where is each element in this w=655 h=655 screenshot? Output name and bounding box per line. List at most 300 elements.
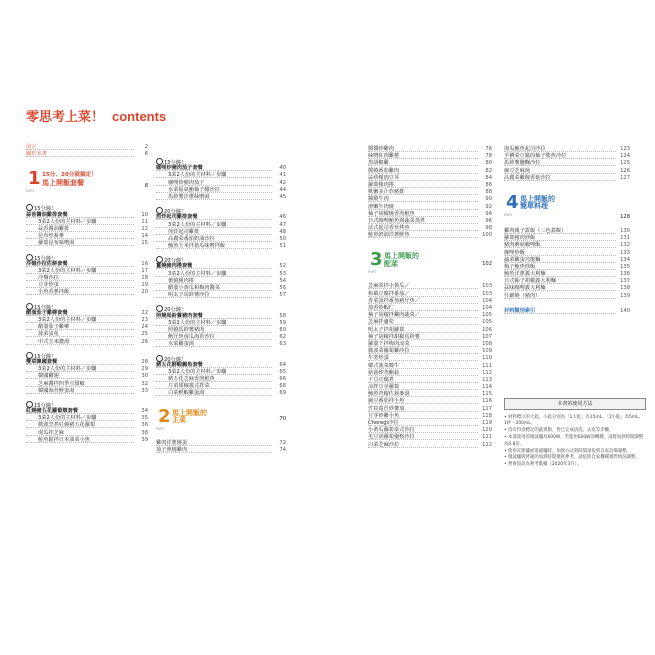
toc-entry-page: 35 xyxy=(141,415,148,422)
part-label: PART xyxy=(368,270,377,275)
recipe-entry[interactable] xyxy=(26,437,148,444)
clock-icon xyxy=(26,204,33,211)
toc-entry-title: 茄子照燒雞肉 xyxy=(156,446,188,453)
recipe-entry[interactable] xyxy=(368,406,492,413)
toc-entry-page: 92 xyxy=(485,203,492,210)
recipe-entry[interactable] xyxy=(368,398,492,405)
time-label: 15分鐘！ xyxy=(156,158,286,165)
toc-entry-page: 131 xyxy=(620,235,630,242)
usage-note: • 微波爐與烤箱的加熱時間僅供參考，請依照自家機種實際情況調整。 xyxy=(504,455,640,461)
toc-entry-title: 咖哩炒豬肉茄子套餐 xyxy=(156,165,203,172)
toc-entry-title: 味噌紅肉雞捲 xyxy=(368,153,400,160)
toc-entry-page: 117 xyxy=(482,405,492,412)
toc-entry-page: 34 xyxy=(141,408,148,415)
toc-entry-title: 雞肉洋蔥燒蛋 xyxy=(156,439,188,446)
toc-entry-title: 和風豆腐拌番茄／ xyxy=(368,290,410,297)
time-label: 15分鐘！ xyxy=(26,401,148,408)
time-label: 15分鐘！ xyxy=(26,352,148,359)
toc-entry-title: 水菜雞蛋湯 xyxy=(168,341,194,348)
toc-entry-page: 130 xyxy=(620,227,630,234)
recipe-entry[interactable] xyxy=(156,278,286,285)
toc-entry-title: 微波烹煮紅燒豬五花蘿蔔 xyxy=(38,422,96,429)
index-entry[interactable] xyxy=(504,308,630,315)
toc-entry-page: 68 xyxy=(279,383,286,390)
toc-entry-page: 59 xyxy=(279,319,286,326)
toc-entry-page: 98 xyxy=(485,225,492,232)
toc-entry-title: 3菜2人份的主材料／步驟 xyxy=(38,218,97,225)
toc-entry-title: 竹筍萵苣炒蕃茄 xyxy=(368,405,405,412)
toc-entry-page: 64 xyxy=(279,361,286,368)
part-number: 3 xyxy=(370,249,383,271)
recipe-entry[interactable] xyxy=(368,334,492,341)
toc-entry-page: 72 xyxy=(279,439,286,446)
toc-entry-page: 84 xyxy=(485,174,492,181)
recipe-entry[interactable] xyxy=(26,373,148,380)
toc-entry-title: 明太子馬鈴薯沙拉 xyxy=(168,292,210,299)
toc-entry-page: 80 xyxy=(485,160,492,167)
toc-entry-page: 42 xyxy=(279,179,286,186)
recipe-entry[interactable] xyxy=(368,434,492,441)
toc-entry-page: 123 xyxy=(620,146,630,152)
toc-entry-page: 11 xyxy=(141,218,148,225)
toc-entry-title: 小魚香蔥拌飯 xyxy=(38,289,70,296)
toc-entry-page: 110 xyxy=(482,355,492,362)
page-title: 零思考上菜！ contents xyxy=(26,109,167,125)
part-number: 1 xyxy=(28,168,41,190)
toc-entry-page: 65 xyxy=(279,368,286,375)
recipe-entry[interactable] xyxy=(156,390,286,397)
time-label: 15分鐘！ xyxy=(26,254,148,261)
toc-entry-page: 12 xyxy=(141,225,148,232)
toc-entry-title: 微波菜蘿蔔雞沙拉 xyxy=(368,348,410,355)
toc-entry-page: 105 xyxy=(482,319,492,326)
toc-entry-title: 咖哩炒豬肉茄子 xyxy=(168,179,205,186)
toc-entry-title: 韓式菠菜韓牛 xyxy=(368,362,400,369)
toc-entry-page: 32 xyxy=(141,380,148,387)
toc-entry-title: 3菜2人份的主材料／步驟 xyxy=(38,366,97,373)
toc-entry-title: 日式柚子胡椒義大利麵 xyxy=(504,278,556,285)
recipe-entry[interactable] xyxy=(368,298,492,305)
toc-entry-title: 雙菜韓國套餐 xyxy=(26,358,58,365)
part-number: 4 xyxy=(506,191,519,213)
toc-entry-title: 高麗菜番茄奶油沙拉 xyxy=(168,235,215,242)
recipe-entry[interactable] xyxy=(156,222,286,229)
recipe-entry[interactable] xyxy=(368,327,492,334)
toc-entry-page: 2 xyxy=(144,144,148,150)
toc-entry-page: 125 xyxy=(620,160,630,167)
toc-entry-page: 119 xyxy=(482,420,492,426)
recipe-entry[interactable] xyxy=(26,388,148,395)
part-title: 15分、20分就搞定！ 馬上開飯套餐 xyxy=(42,172,97,187)
toc-entry-title: 白菜芝麻沙拉 xyxy=(368,441,400,448)
recipe-entry[interactable] xyxy=(26,339,148,346)
toc-entry-title: 茄香炒蝦仁 xyxy=(368,305,394,311)
toc-entry-title: 鮪魚洋蔥義大利麵 xyxy=(504,271,546,278)
toc-entry-page: 41 xyxy=(279,172,286,179)
recipe-entry[interactable] xyxy=(26,240,148,247)
toc-entry-page: 135 xyxy=(620,263,630,270)
toc-entry-title: 醬醬炒雞肉 xyxy=(368,146,394,152)
recipe-entry[interactable] xyxy=(156,180,286,187)
toc-entry-title: 豌豆番茄拌小魚 xyxy=(368,398,405,405)
toc-column-3 xyxy=(368,146,492,449)
toc-entry-page: 25 xyxy=(141,331,148,338)
recipe-entry[interactable] xyxy=(26,381,148,388)
toc-entry-title: 日式咖哩鮪魚與蔬菜蒸煮 xyxy=(368,217,426,224)
toc-entry-title: 鮭魚鬆拌日本油菜小魚 xyxy=(38,436,90,443)
toc-entry-title: 薑燒豬肉捲套餐 xyxy=(156,263,193,270)
toc-entry-page: 15 xyxy=(141,240,148,247)
toc-entry-title: 豬五花鮮蝦鯛魚套餐 xyxy=(156,361,203,368)
toc-entry-title: 蘿蔔昆布味噌湯 xyxy=(38,240,75,247)
recipe-entry[interactable] xyxy=(368,291,492,298)
toc-entry-title: 3菜2人份的主材料／步驟 xyxy=(38,267,97,274)
toc-entry-title: 蒜香醬油雞排 xyxy=(38,225,70,232)
toc-entry-title: 蘿蔔豬肉炒飯 xyxy=(504,235,536,242)
recipe-entry[interactable] xyxy=(368,232,492,239)
set-menu-heading[interactable] xyxy=(156,362,286,369)
toc-entry-page: 113 xyxy=(482,376,492,383)
part-header xyxy=(156,405,286,438)
toc-entry-page: 105 xyxy=(482,312,492,319)
clock-icon xyxy=(156,355,163,362)
toc-entry-title: 冷盤沙拉佐餅套餐 xyxy=(26,260,68,267)
toc-entry-page: 17 xyxy=(141,267,148,274)
toc-entry-title: 照燒馬鈴薯豬肉套餐 xyxy=(156,312,203,319)
time-label: 20分鐘！ xyxy=(156,305,286,312)
recipe-entry[interactable] xyxy=(156,440,286,447)
recipe-entry[interactable] xyxy=(368,355,492,362)
recipe-entry[interactable] xyxy=(156,172,286,179)
usage-note: • 沒有特別標記的蔬菜類，皆已完成清洗、去皮等步驟。 xyxy=(504,428,614,434)
recipe-entry[interactable] xyxy=(156,320,286,327)
toc-entry-page: 47 xyxy=(279,221,286,228)
usage-heading: 本書的使用方法 xyxy=(557,401,593,407)
toc-entry-page: 62 xyxy=(279,334,286,341)
part-number: 2 xyxy=(158,405,171,427)
toc-entry-title: 煎炸起司雞排 xyxy=(168,228,200,235)
toc-entry-page: 20 xyxy=(141,289,148,296)
toc-entry-title: 鮭魚奶油洋蔥鮮魚 xyxy=(368,232,410,239)
toc-entry-page: 24 xyxy=(141,324,148,331)
toc-entry-page: 88 xyxy=(485,189,492,196)
toc-entry-title: 馬鈴薯鹽麴沙拉 xyxy=(504,160,541,167)
recipe-entry[interactable] xyxy=(504,168,630,175)
toc-entry-title: 醬燒番茄雞肉 xyxy=(368,167,400,174)
recipe-entry[interactable] xyxy=(156,271,286,278)
toc-entry-page: 60 xyxy=(279,326,286,333)
toc-entry-page: 122 xyxy=(482,441,492,448)
recipe-entry[interactable] xyxy=(368,175,492,182)
recipe-entry[interactable] xyxy=(504,160,630,167)
toc-entry-page: 94 xyxy=(485,210,492,217)
recipe-entry[interactable] xyxy=(26,289,148,296)
toc-entry-page: 126 xyxy=(620,167,630,174)
usage-note: • 營養資訊為參考數據（2020年3月）。 xyxy=(504,462,582,468)
toc-column-1 xyxy=(26,144,148,450)
toc-entry-title: 蘿蔔干拌梅肉涼菜 xyxy=(368,340,410,347)
toc-entry-page: 90 xyxy=(485,196,492,203)
toc-entry-page: 44 xyxy=(279,186,286,193)
toc-entry-title: 蒜炒豬肉豆芽 xyxy=(368,174,400,181)
recipe-entry[interactable] xyxy=(368,370,492,377)
toc-entry-page: 16 xyxy=(141,260,148,267)
recipe-entry[interactable] xyxy=(156,243,286,250)
toc-entry-page: 33 xyxy=(141,387,148,394)
toc-entry-page: 108 xyxy=(482,340,492,347)
usage-note: • 材料標示的大匙、小匙分別為「1大匙」為15mL、「1小匙」為5mL。1杯＝200mL。 xyxy=(504,415,643,427)
toc-entry-title: 豌豆芝麻湯 xyxy=(504,167,530,174)
toc-entry-title: 前言 xyxy=(26,144,37,150)
toc-entry-page: 103 xyxy=(482,283,492,290)
toc-entry-page: 107 xyxy=(482,333,492,340)
toc-entry-title: 柚子胡椒拌甜椒馬鈴薯 xyxy=(368,333,420,340)
set-menu-heading[interactable] xyxy=(26,212,148,219)
toc-entry-page: 106 xyxy=(482,326,492,333)
toc-entry-title: 中式玉米濃湯 xyxy=(38,338,70,345)
recipe-entry[interactable] xyxy=(504,242,630,249)
recipe-entry[interactable] xyxy=(26,268,148,275)
part-header xyxy=(368,251,492,281)
toc-entry-page: 28 xyxy=(141,358,148,365)
toc-entry-page: 137 xyxy=(620,278,630,285)
toc-entry-title: 3菜2人份的主材料／步驟 xyxy=(168,319,227,326)
toc-entry-title: 豆苗甜椒義式拌菜 xyxy=(168,383,210,390)
toc-entry-page: 103 xyxy=(482,290,492,297)
toc-entry-title: 昆布炒蕎麥 xyxy=(38,233,64,240)
time-label: 15分鐘！ xyxy=(26,204,148,211)
toc-entry-title: 高麗菜雞塊香菇沙拉 xyxy=(504,174,551,181)
toc-entry-title: 白菜鮮蝦雞蛋湯 xyxy=(168,390,205,397)
toc-entry-title: 紅燒豬五花蘿蔔燉套餐 xyxy=(26,408,78,415)
toc-entry-page: 40 xyxy=(279,165,286,172)
toc-entry-page: 45 xyxy=(279,193,286,200)
recipe-entry[interactable] xyxy=(156,341,286,348)
toc-entry-title: 青菜蛋拌番茄豬仔魚／ xyxy=(368,297,420,304)
toc-entry-title: 羊栖菜豆腐的柚子柴魚沙拉 xyxy=(504,153,567,160)
recipe-entry[interactable] xyxy=(368,413,492,420)
toc-entry-title: 牛蒡炒蛋 xyxy=(368,355,389,362)
recipe-entry[interactable] xyxy=(368,196,492,203)
intro-entry[interactable] xyxy=(26,151,148,158)
recipe-entry[interactable] xyxy=(156,447,286,454)
toc-entry-title: 韓國海苔鮮蛋湯 xyxy=(38,387,75,394)
clock-icon xyxy=(156,158,163,165)
toc-entry-title: 干貝豆腐煮 xyxy=(368,376,394,383)
toc-entry-page: 118 xyxy=(482,412,492,419)
recipe-entry[interactable] xyxy=(504,257,630,264)
clock-icon xyxy=(26,254,33,261)
toc-entry-page: 30 xyxy=(141,373,148,380)
set-menu-heading[interactable] xyxy=(156,313,286,320)
toc-entry-page: 140 xyxy=(620,307,630,314)
toc-entry-page: 48 xyxy=(279,228,286,235)
toc-entry-page: 22 xyxy=(141,309,148,316)
toc-entry-page: 114 xyxy=(482,384,492,391)
toc-entry-title: 菠菜蛋花 xyxy=(38,331,59,338)
part-label: PART xyxy=(504,212,513,217)
toc-entry-page: 82 xyxy=(485,167,492,174)
part-header xyxy=(504,191,630,224)
toc-entry-page: 139 xyxy=(620,292,630,299)
toc-entry-page: 104 xyxy=(482,305,492,311)
toc-entry-page: 104 xyxy=(482,297,492,304)
toc-entry-title: 飽仔魚南瓜海苔沙拉 xyxy=(168,334,215,341)
clock-icon xyxy=(26,352,33,359)
toc-entry-page: 112 xyxy=(482,369,492,376)
time-label: 20分鐘！ xyxy=(156,207,286,214)
toc-entry-title: 材料類別索引 xyxy=(504,307,536,314)
recipe-entry[interactable] xyxy=(368,160,492,167)
recipe-entry[interactable] xyxy=(156,369,286,376)
recipe-entry[interactable] xyxy=(504,175,630,182)
recipe-entry[interactable] xyxy=(368,211,492,218)
toc-entry-title: 3菜2人份的主材料／步驟 xyxy=(38,415,97,422)
recipe-entry[interactable] xyxy=(156,187,286,194)
set-menu-heading[interactable] xyxy=(26,261,148,268)
usage-note: • 使用瓦斯爐或電磁爐時，加熱方式與時間請依照自家設備調整。 xyxy=(504,448,631,454)
time-label: 20分鐘！ xyxy=(156,256,286,263)
toc-column-4 xyxy=(504,146,630,315)
toc-entry-title: 雞肉親子蓋飯（三色蓋飯） xyxy=(504,227,567,234)
recipe-entry[interactable] xyxy=(504,250,630,257)
toc-entry-title: 照燒馬鈴薯豬肉 xyxy=(168,326,205,333)
toc-entry-title: 滑嫩牛肉燒 xyxy=(368,203,394,210)
set-menu-heading[interactable] xyxy=(156,263,286,270)
toc-entry-title: 南瓜拌芝麻 xyxy=(38,429,64,436)
recipe-entry[interactable] xyxy=(26,430,148,437)
toc-entry-title: 黑胡椒雞 xyxy=(368,160,389,167)
toc-entry-page: 19 xyxy=(141,282,148,289)
part-label: PART xyxy=(26,189,35,194)
clock-icon xyxy=(26,401,33,408)
set-menu-heading[interactable] xyxy=(26,310,148,317)
toc-entry-page: 133 xyxy=(620,249,630,256)
toc-entry-page: 74 xyxy=(279,446,286,453)
part-page: 128 xyxy=(620,213,630,220)
toc-entry-title: 咖哩炒飯 xyxy=(504,249,525,256)
toc-entry-title: 煎炸起司雞排套餐 xyxy=(156,214,198,221)
toc-entry-title: 鮪魚青椒佐蕎麥湯 xyxy=(368,391,410,398)
toc-entry-title: 柚子胡椒燒香煎鮭魚 xyxy=(368,210,415,217)
recipe-entry[interactable] xyxy=(504,264,630,271)
toc-entry-page: 134 xyxy=(620,256,630,263)
toc-entry-title: 醋溜茄子雞柳套餐 xyxy=(26,309,68,316)
toc-entry-page: 96 xyxy=(485,217,492,224)
recipe-entry[interactable] xyxy=(26,422,148,429)
usage-note: • 本書使用的微波爐為500W，若使用600W的機種，請將加熱時間調整為0.8倍。 xyxy=(504,435,644,447)
toc-entry-page: 100 xyxy=(482,232,492,239)
toc-entry-page: 78 xyxy=(485,153,492,160)
toc-entry-page: 52 xyxy=(279,263,286,270)
toc-entry-title: 3菜2人份的主材料／步驟 xyxy=(168,368,227,375)
recipe-entry[interactable] xyxy=(156,292,286,299)
recipe-entry[interactable] xyxy=(368,319,492,326)
toc-entry-title: 軟嫩多汁炸豬排 xyxy=(368,189,405,196)
toc-entry-title: 芝麻拌蘆筍 xyxy=(368,319,394,326)
toc-entry-page: 66 xyxy=(279,376,286,383)
recipe-entry[interactable] xyxy=(504,285,630,292)
toc-entry-page: 121 xyxy=(482,434,492,441)
toc-entry-page: 111 xyxy=(482,362,492,369)
toc-entry-page: 23 xyxy=(141,317,148,323)
toc-entry-title: 柚子胡椒拌雞肉蔬菜／ xyxy=(368,312,420,319)
toc-entry-page: 132 xyxy=(620,242,630,249)
toc-entry-title: 豬五花芝麻香煎鮭魚 xyxy=(168,376,215,383)
toc-entry-page: 51 xyxy=(279,243,286,250)
toc-entry-page: 29 xyxy=(141,366,148,373)
toc-entry-page: 6 xyxy=(144,151,148,158)
toc-entry-title: 3菜2人份的主材料／步驟 xyxy=(38,317,97,323)
toc-entry-title: 3菜2人份的主材料／步驟 xyxy=(168,270,227,277)
toc-entry-page: 26 xyxy=(141,338,148,345)
part-header xyxy=(26,170,148,200)
recipe-entry[interactable] xyxy=(368,204,492,211)
toc-entry-title: 芝麻菜拌小黃瓜／ xyxy=(368,283,410,290)
toc-entry-title: 南瓜鮪魚起司沙拉 xyxy=(504,146,546,152)
toc-entry-page: 38 xyxy=(141,429,148,436)
toc-entry-page: 76 xyxy=(485,146,492,152)
toc-entry-title: 馬鈴薯洋蔥味噌湯 xyxy=(168,193,210,200)
recipe-entry[interactable] xyxy=(368,363,492,370)
part-title: 馬上開飯的 配菜 xyxy=(384,252,419,268)
toc-entry-title: 醬燒牛肉 xyxy=(368,196,389,203)
toc-entry-title: 豆芽炒雞小魚 xyxy=(368,412,400,419)
usage-heading-box xyxy=(504,398,646,410)
toc-entry-page: 115 xyxy=(482,391,492,398)
toc-entry-title: 蔬菜雞蛋烏龍麵 xyxy=(504,256,541,263)
recipe-entry[interactable] xyxy=(368,377,492,384)
recipe-entry[interactable] xyxy=(368,442,492,449)
toc-entry-page: 57 xyxy=(279,292,286,299)
recipe-entry[interactable] xyxy=(368,283,492,290)
part-label: PART xyxy=(156,426,165,431)
contents-spread xyxy=(22,100,644,560)
toc-entry-page: 127 xyxy=(620,174,630,181)
toc-entry-title: 3菜2人份的主材料／步驟 xyxy=(168,221,227,228)
toc-entry-title: 薑燒豬肉捲 xyxy=(168,277,194,284)
toc-entry-page: 116 xyxy=(482,398,492,405)
toc-entry-title: 什錦燒（豬肉） xyxy=(504,292,541,299)
toc-entry-page: 124 xyxy=(620,153,630,160)
toc-entry-title: 3菜2人份的主材料／步驟 xyxy=(168,172,227,179)
toc-entry-title: 醋溜茄子雞柳 xyxy=(38,324,70,331)
toc-entry-page: 18 xyxy=(141,275,148,282)
recipe-entry[interactable] xyxy=(368,168,492,175)
recipe-entry[interactable] xyxy=(26,331,148,338)
recipe-entry[interactable] xyxy=(156,194,286,201)
usage-notes xyxy=(504,415,644,469)
time-label: 15分鐘！ xyxy=(26,303,148,310)
recipe-entry[interactable] xyxy=(156,229,286,236)
toc-entry-title: 蒜味咖哩義大利麵 xyxy=(504,285,546,292)
recipe-entry[interactable] xyxy=(504,293,630,300)
set-menu-heading[interactable] xyxy=(156,214,286,221)
recipe-entry[interactable] xyxy=(26,219,148,226)
toc-entry-page: 56 xyxy=(279,285,286,291)
toc-entry-title: 蘿蔔豬肉捲 xyxy=(368,181,394,188)
toc-entry-title: 豬肉蘑菇咖哩飯 xyxy=(504,242,541,249)
toc-column-2 xyxy=(156,158,286,454)
toc-entry-page: 120 xyxy=(482,427,492,434)
toc-entry-title: 醋溜小黃瓜和梅肉醬菜 xyxy=(168,285,220,291)
recipe-entry[interactable] xyxy=(368,218,492,225)
toc-entry-title: 明太子拌胡蘿蔔 xyxy=(368,326,405,333)
toc-entry-title: 芝麻醬拌四季豆甜椒 xyxy=(38,380,85,387)
recipe-entry[interactable] xyxy=(156,236,286,243)
toc-entry-page: 14 xyxy=(141,233,148,240)
toc-entry-page: 63 xyxy=(279,341,286,348)
